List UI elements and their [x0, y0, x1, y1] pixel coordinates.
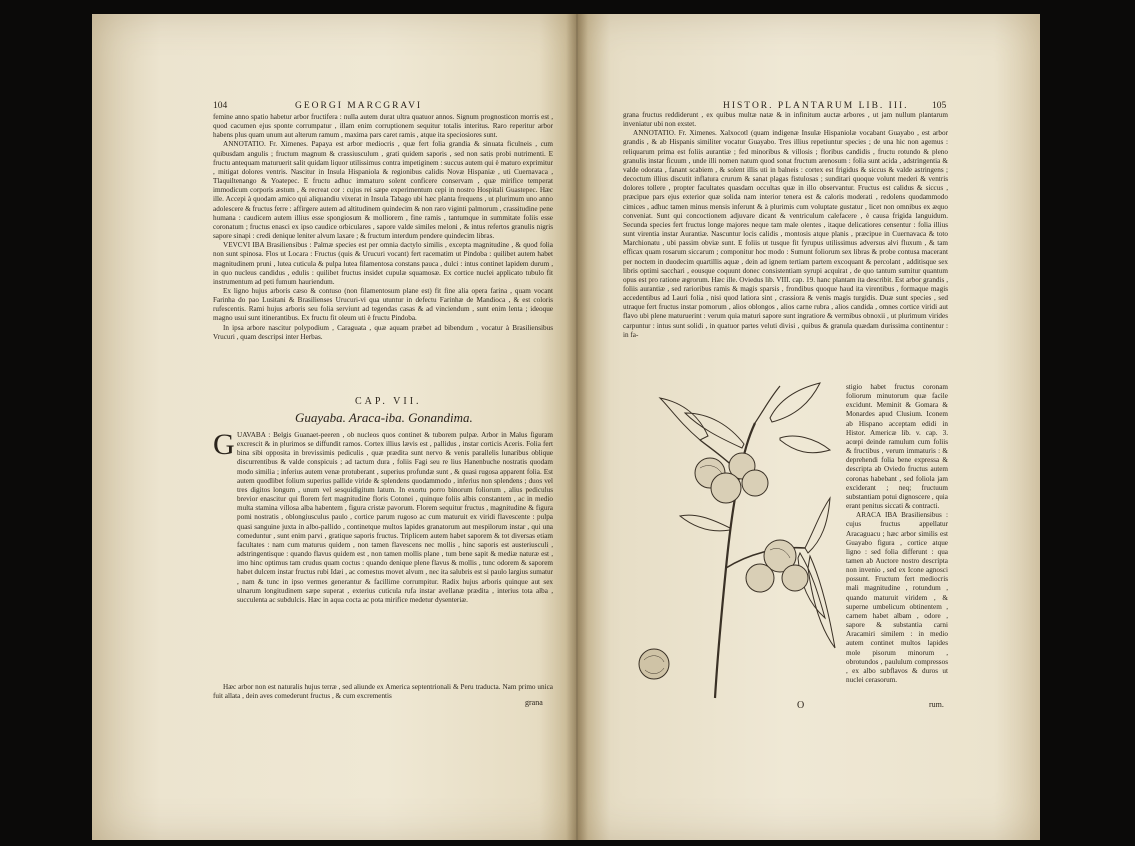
left-closing-paragraph: Hæc arbor non est naturalis hujus terræ , sed aliunde ex America septentrionali & Peru traducta. Nam primo unica fuit allata , dein aves comederunt fructus , & cum excrementis — [213, 683, 553, 701]
guayaba-plate-illustration — [630, 378, 840, 700]
left-vevcvi-paragraph: VEVCVI IBA Brasiliensibus : Palmæ species est per omnia dactylo similis , excepta magnitudine , & quod folia non sunt spinosa. Flos ut Locara : Fructus (quis & Urucuri vocant) fert racematim ut Pindoba : quilibet autem habet magnitudinem pruni , lutea cuticula & pulpa lutea filamentosa constans pauca , dulci : intus continet lapidem durum , in quo nucleus candidus , edulis : quilibet fructus insidet cupulæ squamosæ. Ex cortice nuclei applicato tubulo fit instrumentum ad peti fumum hauriendum. — [213, 241, 553, 286]
guayaba-paragraph: UAVABA : Belgis Guanaet-peeren , ob nucleos quos continet & tuborem pulpæ. Arbor in Malus figuram excrescit & in plurimos se diffundit ramos. Cortex illius lævis est , pallidus , instar corticis Aceris. Folia fert bina sibi opposita in brevissimis pediculis , quæ prædita sunt nervo & venis parallelis lunaribus oblique discurrentibus & valde conspicuis ; ad tactum dura , foliis Fagi seu re lius Hanenbuche nostratis quodam modo similia ; inferius autem venæ protuberant , superius profundæ sunt , & quasi rugosa apparent folia. Est autem quodlibet folium superius pallide viride & splendens quodammodo , inferius non splendens ; duos vel tres digitos longum , unum vel sesquidigitum latum. In exortu porro binorum foliorum , alius pediculus brevior enascitur qui florem fert magnitudine floris Cotonei , quinque foliis albis constantem , ac in medio multa stamina villosa alba habentem , figura cristæ pavorum. Florem sequitur fructus , magnitudine & figura pomi nostratis , oblongiusculus paulo , cortice parum rugoso ac cum maturuit ex viridi flavescente : pulpa quasi sanguine juxta in albo-pallido , continetque multos lapides granatorum aut mespilorum instar , qui una comeduntur , sunt enim parvi , gratique saporis fructus. Triplicem autem habet saporem & tot diversas etiam facultates : nam cum maturus quidem , non tamen flavescens nec mollis , hinc saporis est austeriusculi , adstringentisque : quando flavus quidem est , non tamen mollis plane , tum bene sapit & mediæ naturæ est , imo hinc optimus tam crudus quam coctus : quando denique plene flavus & mollis , tunc odorem & saporem habet dulcem instar fructus rubi Idæi , ac comestus movet alvum , nec ita salubris est si paulo largius sumatur , nam & tunc in ipso vermes generantur & facillime corrumpitur. Radix hujus arboris quinque aut sex ulnarum longitudinem sæpe superat , exterius cuticula rufa instar avellanæ prædita , interius tota alba , succulenta ac subdulcis. Hæc in aqua cocta ac pota mirifice medetur dysenteriæ. — [237, 431, 553, 604]
right-catchword: rum. — [929, 700, 944, 709]
left-closing-text — [213, 683, 553, 701]
chapter-title: Guayaba. Araca-iba. Gonandima. — [295, 410, 473, 425]
left-catchword: grana — [525, 698, 543, 707]
right-paragraph-1: grana fructus reddiderunt , ex quibus multæ natæ & in infinitum auctæ arbores , ut jam nullum plantarum inveniatur ubi non exstet. — [623, 111, 948, 129]
book-gutter — [566, 14, 588, 840]
left-running-head: GEORGI MARCGRAVI — [295, 101, 423, 111]
left-text-block — [213, 113, 553, 342]
right-oviedo-continued: stigio habet fructus coronam foliorum minutorum quæ facile excidunt. Meminit & Gomara & Monardes apud Clusium. Iconem ab Hispano acceptam edidi in Histor. Americæ lib. v. cap. 3. acœpi deinde ramulum cum foliis & fructibus , verum immaturis : & deprehendi folia bene expressa & descripta ab Oviedo fructus autem coronas habebant , sed foliola jam exciderant ; neq; fructuum substantiam potui dignoscere , quia erant penitus siccati & contracti. — [846, 383, 948, 511]
chapter-heading: CAP. VII. — [355, 396, 422, 407]
guayaba-description — [237, 431, 553, 605]
right-running-head: HISTOR. PLANTARUM LIB. III. — [723, 101, 909, 111]
left-paragraph-1: femine anno spatio habetur arbor fructifera : nulla autem durat ultra quatuor annos. Signum prognosticon morris est , quod cacumen ejus sponte corrumpatur , illam enim corruptionem sequitur totalis interitus. Raro reperitur arbor habens plus quam unum aut alterum ramum , maxima pars caret ramis , atque ita speciosiores sunt. — [213, 113, 553, 140]
right-annotatio: ANNOTATIO. Fr. Ximenes. Xalxocotl (quam indigenæ Insulæ Hispaniolæ vocabant Guayabo , est arbor grandis , & ab Hispanis similiter vocatur Guayabo. Tres illius repetiuntur species ; de una hic non agemus : reliquarum prima est foliis aurantiæ ; fed minoribus & villosis ; floribus candidis , fructu rotundo & pleno granulis instar ficuum , unde illi nomen natum quod sonat fructum arenosum : folia sunt acida , adstringentia & valde odorata , fanant scabiem , & solent illis uti in balneis : cortex est frigidus & siccus & valde astringens ; decoctum illius discutit inflatura crurum & sanat plagas fistulosas ; sunditari quoque volunt mederi & ventris dolores tollere , propter facultates quasdam occultas quæ in illo observantur. Fructus est calidus & siccus , præcipue pars ejus exterior quæ solida nam interior tenera est & caloris moderati , redolens quodammodo cimices , adhuc tamen minus mensis inferunt & à plurimis cum voluptate gustatur , licet non omnibus ex æquo conveniat. Sunt qui concoctionem adjuvare dicant & ventriculum calefacere , è causa frigida languidum. Secunda species fert fructus longe majores neque tam male olentes , itaque delicatiores censentur : folia illius sunt virentia instar Aurantiæ. Nascuntur locis calidis , montosis atque planis , præcipue in Cuernavaca & toto Marchionatu , ubi passim obviæ sunt. E foliis ut tusque fit fyrupus utilissimus adversus alvi fluxum , & tam efficax quam rosarum siccarum ; componitur hoc modo : Sumunt foliorum sex libras & probe contusa macerant per noctem in duodecim quartillis aquæ , dein ad ignem tertiam partem excoquant & percolant , additisque sex libris optimi sacchari , eousque coquunt donec consistentiam syrupi acquirat , de quo tantum sumitur quantum opus est pro ratione ægrorum. Hæc ille. Oviedus lib. VIII. cap. 19. hanc plantam ita describit. Est arbor grandis , foliis aurantiæ , sed rarioribus ramis & magis sparsis , frondibus quoque haud ita virentibus , formaque magis accedentibus ad Lauri folia , nisi quod latiora sint , crassiora & venis magis turgidis. Duæ sunt species , sed utraque fert fructus instar pomorum , alios oblongos , alios carne rubra , alios candida , omnes cortice viridi aut flavo ubi plene maturuerint : verum quia maturi sapore sunt ingratiore & vermibus obnoxii , ut plurimum virides carpuntur : intus sunt solidi , in quatuor partes veluti divisi , quibus & granula quædam durissima continentur : in fa- — [623, 129, 948, 339]
signature-mark: O — [797, 700, 805, 711]
left-annotatio: ANNOTATIO. Fr. Ximenes. Papaya est arbor mediocris , quæ fert folia grandia & sinuata ficulneis , cum quibusdam angulis ; fructum magnum & crassiusculum , grati quidem saporis , sed non satis probi nutrimenti. E fructu antequam maturuerit salit quidam liquor utilissimus contra impetiginem : succus autem qui è maturo exprimitur , mitigat dolores ventris. Nascitur in Insula Hispaniola & regionibus calidis Novæ Hispaniæ , uti Cuernavaca , Tlaquiltenango & Yoatepec. E fructu adhuc immaturo solent conficere conservam , quæ mirifice temperat immodicum corporis æstum , & recreat cor : cujus rei sæpe experimentum cepi in nostro Hospitali Guastepec. Hæc ille. Accepi à quodam amico qui aliquandiu vixerat in Insula Tabago ubi hæc planta frequens , ut plurimum uno anno adolescere & fructus ferre : affirgere autem ad altitudinem quindecim & non raro viginti palmorum , crassitudine pene humana : caudicem autem illius esse spongiosum & molliorem , fine ramis , tantumque in summitate foliis esse coronatum ; fructus enasci ex ipso caudice orbiculares , sapore valde similes meloni , & intus refertos granulis nigris sapore sinapi : credi denique leniter alvum laxare ; & fructum interdum pendere quindecim libras. — [213, 140, 553, 241]
left-farina-paragraph: Ex ligno hujus arboris cæso & contuso (non filamentosum plane est) fit fine alia opera farina , quam vocant Farinha do pao Lusitani & Brasilienses Urucuri-vi qua utuntur in defectu Farinhæ de Mandioca , & est coloris rufescentis. Rami hujus arboris seu folia serviunt ad tegendas casas & ad vinciendum , sunt enim lenta ; ideoque magno usui sunt itinerantibus. Ex fructu fit oleum uti è fructu Pindoba. — [213, 286, 553, 323]
right-page-number: 105 — [932, 101, 947, 111]
right-text-block — [623, 111, 948, 340]
right-araca-iba-paragraph: ARACA IBA Brasiliensibus : cujus fructus appellatur Aracaguacu ; hæc arbor similis est Guayabo figura , cortice atque ligno : sed folia differunt : qua tamen ab Auctore nostro descripta non invenio , sed ex Icone agnosci possunt. Fructum fert mediocris mali magnitudine , rotundum , quando maturuit viridem , & superne umbelicum obtinentem , carnem habet albam , odore , sapore & substantia carni Aracamiri similem : in medio autem continet multos lapides mole pisorum minorum , obrotundos , paululum compressos , ex albo subflavos & duros ut nuclei cerasorum. — [846, 511, 948, 684]
right-side-column — [846, 383, 948, 685]
left-page-number: 104 — [213, 101, 228, 111]
drop-cap: G — [213, 428, 235, 461]
left-polypodium-paragraph: In ipsa arbore nascitur polypodium , Caraguata , quæ aquam præbet ad bibendum , vocatur à Brasiliensibus Vrucuri , quam descripsi inter Herbas. — [213, 323, 553, 341]
